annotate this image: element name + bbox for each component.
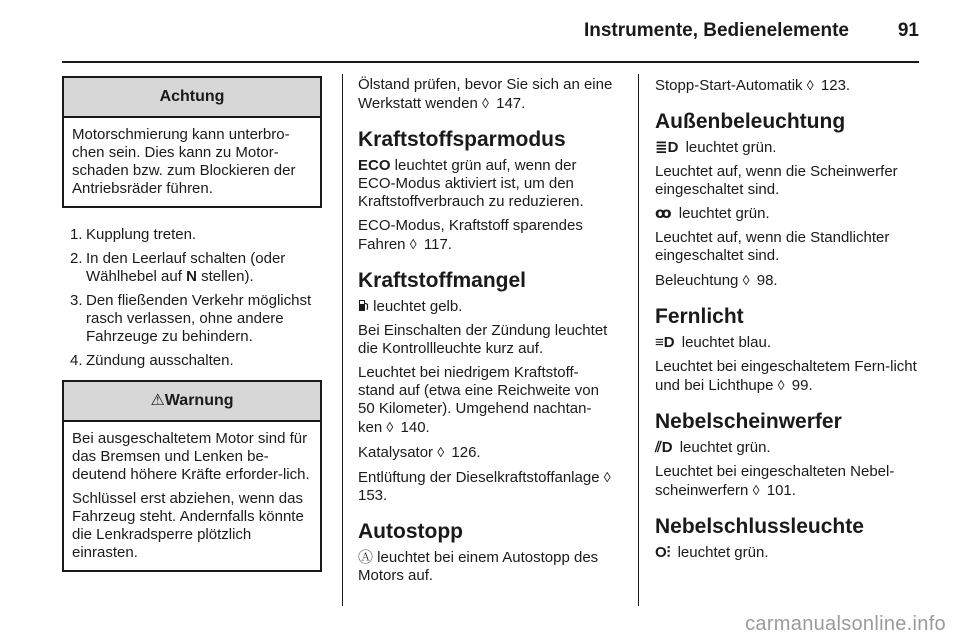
heading-kraftstoffsparmodus: Kraftstoffsparmodus <box>358 128 566 151</box>
watermark: carmanualsonline.info <box>745 613 946 635</box>
headlight-indicator-icon: ≣D <box>655 139 679 156</box>
warnung-text-2: Schlüssel erst abziehen, wenn das Fahrzeug steht. Andernfalls könnte die Lenkradsperre plötzlich einrasten. <box>72 490 304 561</box>
reference-icon: ◊ <box>386 419 394 435</box>
column-2: Ölstand prüfen, bevor Sie sich an eine Werkstatt wenden ◊ 147. Kraftstoffsparmodus ECO leuchtet grün auf, wenn der ECO-Modus aktiviert ist, um den Kraftstoffverbrauch zu reduzieren. ECO-Modus, Kraftstoff sparendes Fahren ◊ 117. Kraftstoffmangel leuchtet gelb. Bei Einschalten der Zündung leuchtet die Kontrollleuchte kurz auf. Leuchtet bei niedrigem Kraftstoff-stand auf (etwa eine Reichweite von 50 Kilometer). Umgehend nachtan-ken ◊ 140. Katalysator ◊ 126. Entlüftung der Dieselkraftstoffanlage ◊ 153. Autostopp Ⓐ leuchtet bei einem Autostopp des Motors auf. <box>358 76 613 584</box>
reference-icon: ◊ <box>603 469 611 485</box>
column-3: Stopp-Start-Automatik ◊ 123. Außenbeleuchtung ≣D leuchtet grün. Leuchtet auf, wenn die Scheinwerfer eingeschaltet sind. ꝏ leuchtet grün. Leuchtet auf, wenn die Standlichter eingeschaltet sind. Beleuchtung ◊ 98. Fernlicht ≡D leuchtet blau. Leuchtet bei eingeschaltetem Fern-licht und bei Lichthupe ◊ 99. Nebelscheinwerfer ⫽D leuchtet grün. Leuchtet bei eingeschalteten Nebel-scheinwerfern ◊ 101. Nebelschlussleuchte O⫶ leuchtet grün. <box>655 76 920 568</box>
warnung-box <box>62 380 322 572</box>
side-light-indicator-icon: ꝏ <box>655 205 672 222</box>
eco-indicator-icon: ECO <box>358 157 391 174</box>
reference-icon: ◊ <box>409 236 417 252</box>
column-divider <box>638 74 639 606</box>
column-1 <box>62 76 322 572</box>
list-item: 2. In den Leerlauf schalten (oder Wählhebel auf N stellen). <box>70 250 286 285</box>
column-divider <box>342 74 343 606</box>
warnung-title: ⚠Warnung <box>64 382 320 422</box>
fog-light-indicator-icon: ⫽D <box>655 439 673 456</box>
reference-icon: ◊ <box>752 482 760 498</box>
heading-kraftstoffmangel: Kraftstoffmangel <box>358 269 527 292</box>
autostop-indicator-icon: Ⓐ <box>358 549 374 566</box>
heading-autostopp: Autostopp <box>358 520 463 543</box>
reference-icon: ◊ <box>777 377 785 393</box>
list-item: 3. Den fließenden Verkehr möglichst rasch verlassen, ohne andere Fahrzeuge zu behindern. <box>70 292 312 345</box>
heading-nebelscheinwerfer: Nebelscheinwerfer <box>655 410 842 433</box>
heading-nebelschlussleuchte: Nebelschlussleuchte <box>655 515 864 538</box>
achtung-box <box>62 76 322 208</box>
rear-fog-light-indicator-icon: O⫶ <box>655 544 671 561</box>
heading-aussenbeleuchtung: Außenbeleuchtung <box>655 110 846 133</box>
reference-icon: ◊ <box>742 272 750 288</box>
reference-icon: ◊ <box>806 77 814 93</box>
heading-fernlicht: Fernlicht <box>655 305 744 328</box>
reference-icon: ◊ <box>481 95 489 111</box>
step-list <box>62 226 322 370</box>
intro-text: Stopp-Start-Automatik ◊ 123. <box>655 77 851 94</box>
list-item: 1. Kupplung treten. <box>70 226 197 243</box>
page-number: 91 <box>897 20 919 41</box>
reference-icon: ◊ <box>437 444 445 460</box>
fuel-pump-icon <box>358 299 369 312</box>
achtung-title: Achtung <box>64 78 320 118</box>
high-beam-indicator-icon: ≡D <box>655 334 675 351</box>
list-item: 4. Zündung ausschalten. <box>70 352 234 369</box>
header-title: Instrumente, Bedienelemente <box>583 20 849 41</box>
achtung-text: Motorschmierung kann unterbro-chen sein. Dies kann zu Motor-schaden bzw. zum Blockieren der Antriebsräder führen. <box>72 126 296 197</box>
page-header <box>62 0 919 63</box>
warnung-text-1: Bei ausgeschaltetem Motor sind für das Bremsen und Lenken be-deutend höhere Kräfte erforder-lich. <box>72 430 310 483</box>
warning-icon: ⚠ <box>150 392 165 409</box>
intro-text: Ölstand prüfen, bevor Sie sich an eine Werkstatt wenden ◊ 147. <box>358 76 613 112</box>
